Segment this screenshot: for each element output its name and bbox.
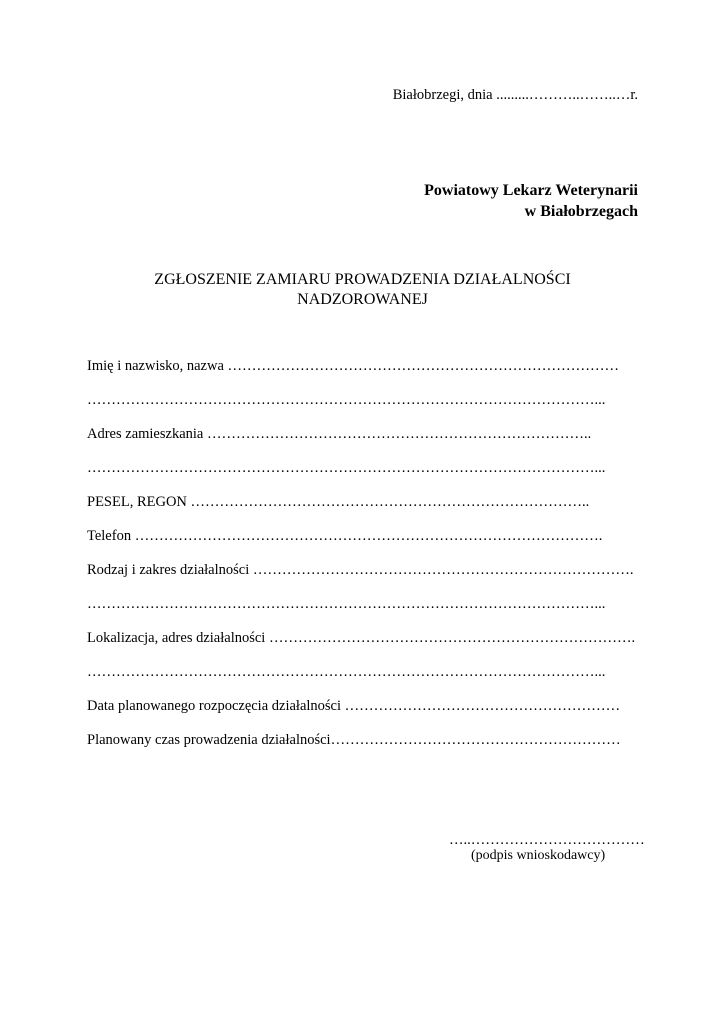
field-name[interactable]: Imię i nazwisko, nazwa ……………………………………………………………………… bbox=[87, 358, 620, 374]
field-phone[interactable]: Telefon ……………………………………………………………………………………. bbox=[87, 528, 603, 544]
addressee-block bbox=[424, 180, 638, 222]
signature-line[interactable]: …..……………………………… bbox=[449, 832, 645, 848]
signature-caption: (podpis wnioskodawcy) bbox=[471, 848, 606, 863]
addressee-location: w Białobrzegach bbox=[524, 203, 638, 220]
document-title-line-1: ZGŁOSZENIE ZAMIARU PROWADZENIA DZIAŁALNOŚCI bbox=[154, 271, 571, 288]
document-title-line-2: NADZOROWANEJ bbox=[297, 291, 428, 308]
field-activity-scope-continuation[interactable]: ……………………………………………………………………………………………... bbox=[87, 596, 606, 612]
field-activity-location[interactable]: Lokalizacja, adres działalności …………………………………………………………………. bbox=[87, 630, 636, 646]
field-address[interactable]: Adres zamieszkania …………………………………………………………………….. bbox=[87, 426, 592, 442]
addressee-title: Powiatowy Lekarz Weterynarii bbox=[424, 182, 638, 199]
document-title bbox=[0, 270, 725, 310]
field-address-continuation[interactable]: ……………………………………………………………………………………………... bbox=[87, 460, 606, 476]
field-activity-location-continuation[interactable]: ……………………………………………………………………………………………... bbox=[87, 664, 606, 680]
place-date-line: Białobrzegi, dnia .........………..……..…r. bbox=[392, 87, 638, 103]
field-planned-start-date[interactable]: Data planowanego rozpoczęcia działalności ………………………………………………… bbox=[87, 698, 621, 714]
field-planned-duration[interactable]: Planowany czas prowadzenia działalności…………………………………………………… bbox=[87, 732, 621, 748]
field-name-continuation[interactable]: ……………………………………………………………………………………………... bbox=[87, 392, 606, 408]
field-activity-scope[interactable]: Rodzaj i zakres działalności ……………………………………………………………………. bbox=[87, 562, 634, 578]
field-pesel-regon[interactable]: PESEL, REGON ……………………………………………………………………….. bbox=[87, 494, 590, 510]
